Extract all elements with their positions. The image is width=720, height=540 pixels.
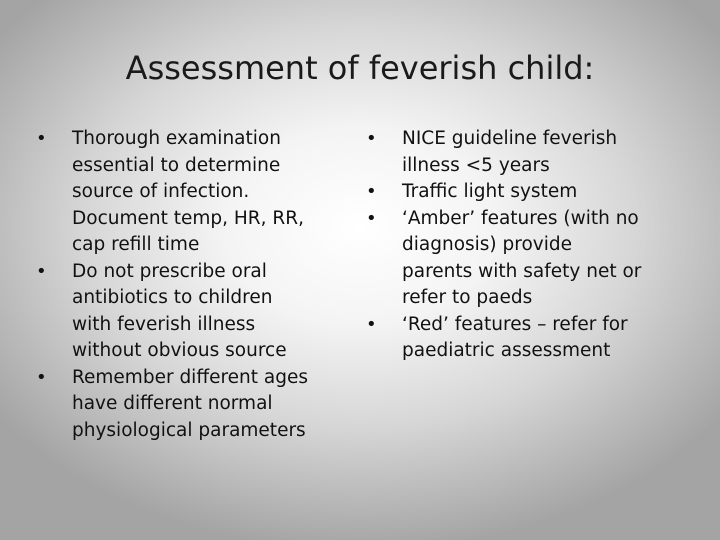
bullet-line: Remember different ages — [72, 366, 308, 388]
bullet-line: have different normal — [72, 393, 273, 414]
bullet-icon: • — [366, 313, 377, 335]
bullet-line: antibiotics to children — [72, 287, 273, 308]
bullet-line: NICE guideline feverish — [402, 128, 618, 149]
bullet-line: illness <5 years — [402, 154, 550, 176]
bullet-item-ages — [36, 365, 348, 445]
bullet-icon: • — [36, 260, 47, 282]
bullet-line: Document temp, HR, RR, — [72, 207, 304, 229]
bullet-icon: • — [366, 181, 377, 202]
bullet-line: refer to paeds — [402, 287, 533, 308]
bullet-line: Thorough examination — [72, 128, 281, 149]
bullet-line: with feverish illness — [72, 313, 256, 335]
bullet-line: paediatric assessment — [402, 340, 611, 361]
bullet-icon: • — [36, 128, 47, 149]
bullet-line: physiological parameters — [72, 419, 306, 441]
bullet-item-examination — [36, 126, 348, 259]
bullet-line: Do not prescribe oral — [72, 260, 267, 282]
bullet-line: Traffic light system — [402, 181, 578, 202]
bullet-item-amber — [366, 206, 686, 312]
bullet-item-antibiotics — [36, 259, 348, 365]
bullet-item-traffic-light — [366, 179, 686, 206]
bullet-line: parents with safety net or — [402, 260, 642, 282]
bullet-icon: • — [36, 366, 47, 388]
bullet-item-nice-guideline — [366, 126, 686, 179]
bullet-icon: • — [366, 207, 377, 229]
slide-title: Assessment of feverish child: — [125, 49, 595, 87]
bullet-item-red — [366, 312, 686, 365]
bullet-line: ‘Amber’ features (with no — [402, 207, 639, 229]
bullet-line: ‘Red’ features – refer for — [402, 313, 628, 335]
bullet-line: essential to determine — [72, 154, 281, 176]
bullet-line: without obvious source — [72, 340, 287, 361]
bullet-line: diagnosis) provide — [402, 234, 572, 255]
right-bullet-list — [366, 126, 686, 365]
bullet-icon: • — [366, 128, 377, 149]
bullet-line: source of infection. — [72, 181, 250, 202]
bullet-line: cap refill time — [72, 234, 200, 255]
left-bullet-list — [36, 126, 348, 444]
